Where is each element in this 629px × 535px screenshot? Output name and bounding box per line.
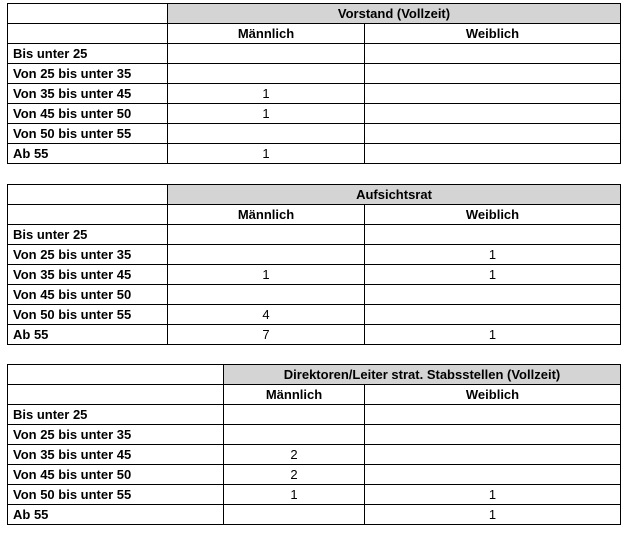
table-aufsichtsrat bbox=[7, 184, 621, 345]
male-value bbox=[168, 285, 365, 305]
table-row bbox=[8, 285, 621, 305]
row-label: Bis unter 25 bbox=[8, 44, 168, 64]
female-value bbox=[365, 285, 621, 305]
row-label: Von 50 bis unter 55 bbox=[8, 485, 224, 505]
table-row bbox=[8, 44, 621, 64]
male-value: 1 bbox=[224, 485, 365, 505]
row-label: Ab 55 bbox=[8, 325, 168, 345]
female-value: 1 bbox=[365, 245, 621, 265]
table-row bbox=[8, 124, 621, 144]
corner-cell bbox=[8, 385, 224, 405]
female-value bbox=[365, 44, 621, 64]
table-title: Aufsichtsrat bbox=[168, 185, 621, 205]
male-value bbox=[168, 44, 365, 64]
row-label: Von 35 bis unter 45 bbox=[8, 265, 168, 285]
male-value: 2 bbox=[224, 445, 365, 465]
row-label: Ab 55 bbox=[8, 505, 224, 525]
female-value bbox=[365, 84, 621, 104]
table-title: Direktoren/Leiter strat. Stabsstellen (Vollzeit) bbox=[224, 365, 621, 385]
female-value: 1 bbox=[365, 265, 621, 285]
female-value bbox=[365, 425, 621, 445]
male-value bbox=[168, 225, 365, 245]
female-value bbox=[365, 124, 621, 144]
column-header-female: Weiblich bbox=[365, 205, 621, 225]
male-value: 1 bbox=[168, 84, 365, 104]
table-row bbox=[8, 465, 621, 485]
table-row bbox=[8, 485, 621, 505]
male-value: 1 bbox=[168, 144, 365, 164]
male-value: 2 bbox=[224, 465, 365, 485]
table-row bbox=[8, 425, 621, 445]
male-value: 4 bbox=[168, 305, 365, 325]
table-row bbox=[8, 225, 621, 245]
row-label: Von 50 bis unter 55 bbox=[8, 305, 168, 325]
male-value bbox=[224, 505, 365, 525]
female-value bbox=[365, 445, 621, 465]
row-label: Von 25 bis unter 35 bbox=[8, 64, 168, 84]
row-label: Von 25 bis unter 35 bbox=[8, 245, 168, 265]
table-row bbox=[8, 505, 621, 525]
male-value: 7 bbox=[168, 325, 365, 345]
female-value bbox=[365, 405, 621, 425]
table-row bbox=[8, 445, 621, 465]
male-value: 1 bbox=[168, 104, 365, 124]
row-label: Von 45 bis unter 50 bbox=[8, 285, 168, 305]
table-vorstand bbox=[7, 3, 621, 164]
female-value: 1 bbox=[365, 505, 621, 525]
female-value: 1 bbox=[365, 325, 621, 345]
female-value bbox=[365, 64, 621, 84]
female-value: 1 bbox=[365, 485, 621, 505]
table-row bbox=[8, 325, 621, 345]
table-row bbox=[8, 84, 621, 104]
row-label: Von 25 bis unter 35 bbox=[8, 425, 224, 445]
corner-cell bbox=[8, 24, 168, 44]
male-value bbox=[224, 425, 365, 445]
corner-cell bbox=[8, 185, 168, 205]
table-row bbox=[8, 144, 621, 164]
table-row bbox=[8, 245, 621, 265]
table-direktoren bbox=[7, 364, 621, 525]
row-label: Von 35 bis unter 45 bbox=[8, 445, 224, 465]
male-value bbox=[168, 64, 365, 84]
column-header-male: Männlich bbox=[168, 205, 365, 225]
female-value bbox=[365, 225, 621, 245]
corner-cell bbox=[8, 4, 168, 24]
female-value bbox=[365, 144, 621, 164]
column-header-female: Weiblich bbox=[365, 24, 621, 44]
column-header-female: Weiblich bbox=[365, 385, 621, 405]
row-label: Ab 55 bbox=[8, 144, 168, 164]
table-row bbox=[8, 405, 621, 425]
row-label: Von 50 bis unter 55 bbox=[8, 124, 168, 144]
corner-cell bbox=[8, 205, 168, 225]
row-label: Bis unter 25 bbox=[8, 225, 168, 245]
column-header-male: Männlich bbox=[224, 385, 365, 405]
male-value bbox=[168, 124, 365, 144]
column-header-male: Männlich bbox=[168, 24, 365, 44]
table-row bbox=[8, 305, 621, 325]
female-value bbox=[365, 104, 621, 124]
male-value: 1 bbox=[168, 265, 365, 285]
corner-cell bbox=[8, 365, 224, 385]
row-label: Von 35 bis unter 45 bbox=[8, 84, 168, 104]
female-value bbox=[365, 465, 621, 485]
row-label: Von 45 bis unter 50 bbox=[8, 465, 224, 485]
male-value bbox=[168, 245, 365, 265]
table-row bbox=[8, 265, 621, 285]
row-label: Bis unter 25 bbox=[8, 405, 224, 425]
row-label: Von 45 bis unter 50 bbox=[8, 104, 168, 124]
table-row bbox=[8, 104, 621, 124]
table-title: Vorstand (Vollzeit) bbox=[168, 4, 621, 24]
female-value bbox=[365, 305, 621, 325]
table-row bbox=[8, 64, 621, 84]
male-value bbox=[224, 405, 365, 425]
